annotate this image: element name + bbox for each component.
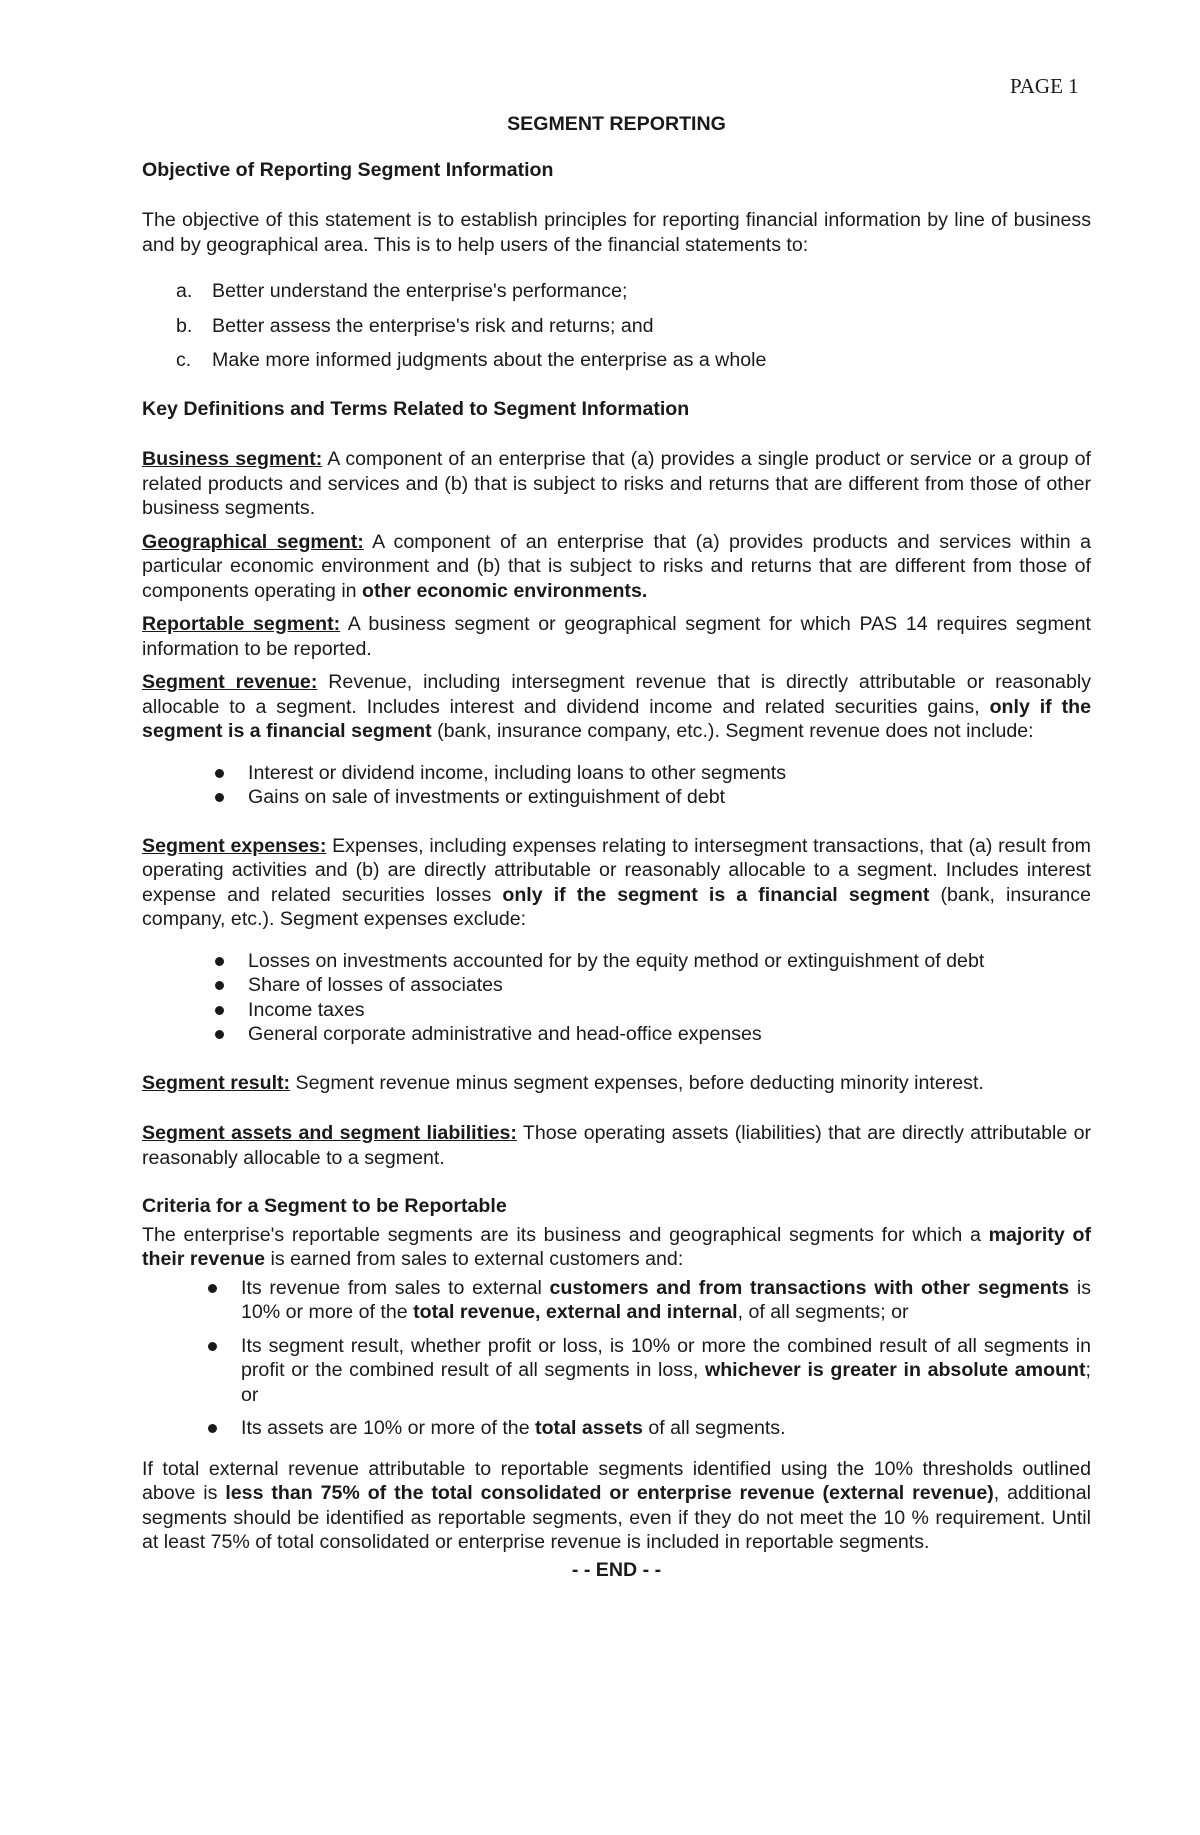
- objective-intro: The objective of this statement is to establish principles for reporting financial information by line of business and by geographical area. This is to help users of the financial statements to:: [142, 209, 1091, 256]
- criteria-text: is earned from sales to external customers and:: [265, 1248, 684, 1270]
- list-item-text: General corporate administrative and head-office expenses: [248, 1023, 762, 1045]
- list-item: [142, 785, 1091, 810]
- bullet-icon: [215, 957, 224, 966]
- definition-bold: other economic environments.: [362, 579, 648, 602]
- bullet-icon: [215, 981, 224, 990]
- list-item: [142, 973, 1091, 998]
- definition-bold: only if the segment is a financial segment: [502, 883, 930, 906]
- list-item-bold: total assets: [535, 1417, 643, 1439]
- term: Segment revenue:: [142, 671, 318, 693]
- list-item: [142, 1334, 1091, 1408]
- list-item: [142, 949, 1091, 974]
- definition-text: A component of an enterprise that (a) provides a single product or service or a group of related products and services and (b) that is subject to risks and returns that are different from those of other business segments.: [142, 448, 1091, 519]
- definition-text: Revenue, including intersegment revenue that is directly attributable or reasonably allocable to a segment. Includes interest and dividend income and related securities gains,: [142, 671, 1091, 718]
- bullet-icon: [215, 793, 224, 802]
- list-item-text: of all segments.: [642, 1417, 786, 1439]
- list-item: [142, 1416, 1091, 1441]
- document-body: [142, 112, 1091, 1582]
- list-item: [142, 1022, 1091, 1047]
- list-marker: c.: [176, 349, 192, 371]
- closing-text: , additional segments should be identified as reportable segments, even if they do not meet the 10 % requirement. Until at least 75% of total consolidated or enterprise revenue is included in reportable segments.: [142, 1482, 1091, 1553]
- revenue-exclusions-list: [142, 761, 1091, 810]
- end-marker: - - END - -: [571, 1558, 662, 1581]
- list-item-text: Interest or dividend income, including loans to other segments: [248, 761, 787, 784]
- term: Segment assets and segment liabilities:: [142, 1122, 517, 1144]
- criteria-heading: Criteria for a Segment to be Reportable: [142, 1195, 507, 1217]
- definition-text: A business segment or geographical segment for which PAS 14 requires segment information to be reported.: [142, 613, 1092, 660]
- list-item-text: Income taxes: [248, 998, 365, 1021]
- bullet-icon: [215, 1006, 224, 1015]
- definition-text: Expenses, including expenses relating to intersegment transactions, that (a) result from operating activities and (b) are directly attributable or reasonably allocable to a segment. Includes interest expense and related securities losses: [142, 834, 1091, 906]
- definition-segment-result: [142, 1071, 1091, 1096]
- document-title: SEGMENT REPORTING: [507, 113, 726, 135]
- criteria-list: [142, 1276, 1091, 1441]
- list-item-text: Its assets are 10% or more of the: [241, 1417, 536, 1439]
- definition-bold: only if the segment is a financial segment: [142, 695, 1091, 742]
- criteria-text: The enterprise's reportable segments are its business and geographical segments for which a: [142, 1223, 989, 1246]
- term: Geographical segment:: [142, 530, 364, 553]
- list-item-text: , of all segments; or: [737, 1301, 909, 1323]
- list-item: [142, 279, 1091, 304]
- expense-exclusions-list: [142, 949, 1091, 1047]
- term: Reportable segment:: [142, 613, 341, 635]
- definition-text: (bank, insurance company, etc.). Segment expenses exclude:: [142, 883, 1091, 930]
- bullet-icon: [215, 769, 224, 778]
- definition-geographical-segment: [142, 530, 1091, 604]
- closing-bold: less than 75% of the total consolidated or enterprise revenue (external revenue): [225, 1482, 994, 1504]
- bullet-icon: [208, 1284, 217, 1293]
- list-item-bold: whichever is greater in absolute amount: [704, 1359, 1086, 1381]
- list-item-text: Better understand the enterprise's performance;: [212, 280, 628, 302]
- list-item: [142, 998, 1091, 1023]
- list-item-bold: total revenue, external and internal: [413, 1301, 738, 1323]
- list-item-text: ; or: [241, 1359, 1091, 1406]
- definition-text: Segment revenue minus segment expenses, before deducting minority interest.: [290, 1071, 984, 1094]
- list-item-text: Losses on investments accounted for by the equity method or extinguishment of debt: [248, 949, 985, 972]
- definitions-heading: Key Definitions and Terms Related to Segment Information: [142, 397, 690, 420]
- bullet-icon: [208, 1424, 217, 1433]
- term: Business segment:: [142, 448, 323, 470]
- definition-text: (bank, insurance company, etc.). Segment revenue does not include:: [431, 720, 1034, 742]
- list-item: [142, 1276, 1091, 1325]
- definition-segment-assets: [142, 1121, 1091, 1170]
- list-item: [142, 314, 1091, 339]
- list-item: [142, 348, 1091, 373]
- definition-segment-revenue: [142, 670, 1091, 744]
- term: Segment result:: [142, 1071, 291, 1094]
- term: Segment expenses:: [142, 834, 327, 857]
- page-number: PAGE 1: [1010, 74, 1079, 98]
- definition-reportable-segment: [142, 612, 1091, 661]
- definition-segment-expenses: [142, 834, 1091, 932]
- list-item-text: Make more informed judgments about the enterprise as a whole: [212, 349, 767, 371]
- definition-business-segment: [142, 447, 1091, 521]
- list-item-text: Its segment result, whether profit or loss, is 10% or more the combined result of all segments in profit or the combined result of all segments in loss,: [241, 1334, 1091, 1381]
- list-item-text: Gains on sale of investments or extinguishment of debt: [248, 786, 726, 808]
- list-marker: b.: [176, 314, 193, 337]
- list-item-bold: customers and from transactions with other segments: [549, 1276, 1070, 1299]
- objective-list: [142, 279, 1091, 373]
- closing-text: If total external revenue attributable to reportable segments identified using the 10% thresholds outlined above is: [142, 1457, 1091, 1504]
- bullet-icon: [208, 1342, 217, 1351]
- list-item-text: is 10% or more of the: [241, 1276, 1092, 1323]
- list-item-text: Its revenue from sales to external: [241, 1276, 550, 1299]
- definition-text: A component of an enterprise that (a) provides products and services within a particular economic environment and (b) that is subject to risks and returns that are different from those of components operating in: [142, 530, 1091, 602]
- criteria-closing: [142, 1457, 1091, 1555]
- criteria-bold: majority of their revenue: [142, 1223, 1091, 1270]
- list-item-text: Better assess the enterprise's risk and returns; and: [212, 314, 654, 337]
- definition-text: Those operating assets (liabilities) that are directly attributable or reasonably allocable to a segment.: [142, 1122, 1091, 1169]
- list-item-text: Share of losses of associates: [248, 974, 503, 996]
- criteria-intro: [142, 1223, 1091, 1272]
- list-item: [142, 761, 1091, 786]
- bullet-icon: [215, 1030, 224, 1039]
- objective-heading: Objective of Reporting Segment Information: [142, 158, 554, 181]
- list-marker: a.: [176, 280, 193, 302]
